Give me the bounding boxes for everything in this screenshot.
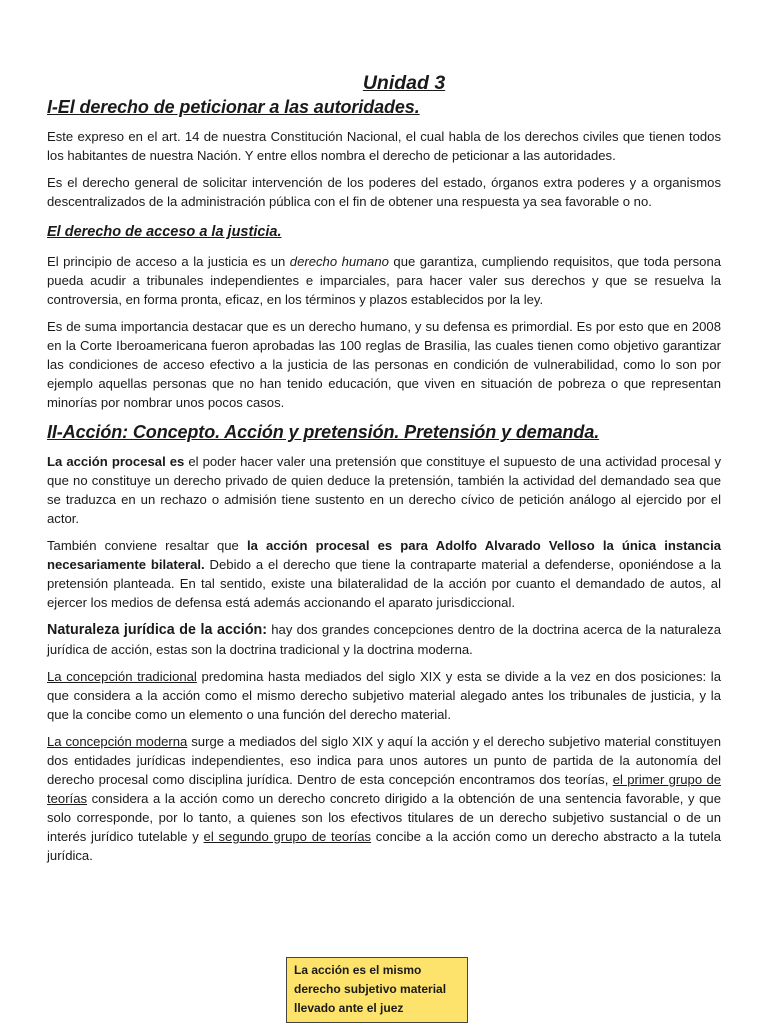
subsection-paragraph-2: Es de suma importancia destacar que es un derecho humano, y su defensa es primordial. Es por esto que en 2008 en la Corte Iberoamericana fueron aprobadas las 100 reglas de Brasilia, las cuales tienen como objetivo garantizar las condiciones de acceso efectivo a la justicia de las personas en condición de vulnerabilidad, como lo son por ejemplo aquellas personas que no han tenido educación, que viven en situación de pobreza o que representan minorías por nombrar unos pocos casos. [47,319,721,410]
section-1-heading: I-El derecho de peticionar a las autoridades. [47,97,420,117]
callout-note [286,957,468,1023]
bold-text: La acción procesal es [47,454,185,469]
section-2-heading: II-Acción: Concepto. Acción y pretensión. Pretensión y demanda. [47,422,600,442]
underlined-term: el segundo grupo de teorías [203,829,372,844]
section-1-paragraph-2: Es el derecho general de solicitar intervención de los poderes del estado, órganos extra poderes y a organismos descentralizados de la administración pública con el fin de obtener una respuesta ya sea favorable o no. [47,175,721,209]
subsection-paragraph-1 [47,252,721,309]
emphasis-text: derecho humano [289,254,389,269]
underlined-term: La concepción tradicional [47,669,197,684]
text-run: concibe a la acción como un derecho abstracto a la tutela jurídica. [47,829,721,863]
text-run: que garantiza, cumpliendo requisitos, que toda persona pueda acudir a tribunales independientes e imparciales, para hacer valer sus derechos y que se resuelva la controversia, en forma pronta, eficaz, en los términos y plazos establecidos por la ley. [47,254,722,307]
bold-text: Naturaleza jurídica de la acción: [47,622,268,638]
underlined-term: el primer grupo de teorías [47,772,722,806]
section-2-paragraph-5 [47,732,721,865]
page-title: Unidad 3 [362,72,446,94]
text-run: También conviene resaltar que [47,538,247,553]
text-run: predomina hasta mediados del siglo XIX y esta se divide a la vez en dos posiciones: la que considera a la acción como el mismo derecho subjetivo material alegado antes los tribunales de justicia, y la que la concibe como un elemento o una función del derecho material. [47,669,722,722]
bold-text: la acción procesal es para Adolfo Alvarado Velloso la única instancia necesariamente bilateral. [47,538,721,572]
text-run: surge a mediados del siglo XIX y aquí la acción y el derecho subjetivo material constituyen dos entidades jurídicas independientes, eso indica para unos autores un punto de partida de la autonomía del derecho procesal como disciplina jurídica. Dentro de esta concepción encontramos dos teorías, [47,734,721,787]
text-run: El principio de acceso a la justicia es un [47,254,290,269]
section-1-paragraph-1: Este expreso en el art. 14 de nuestra Constitución Nacional, el cual habla de los derechos civiles que tienen todos los habitantes de nuestra Nación. Y entre ellos nombra el derecho de peticionar a las autoridades. [47,129,721,163]
section-2-paragraph-1 [47,452,721,528]
callout-line: derecho subjetivo material [294,982,447,996]
section-2-paragraph-2 [47,536,721,612]
subsection-heading: El derecho de acceso a la justicia. [47,224,282,240]
section-2-paragraph-4 [47,667,721,724]
callout-line: llevado ante el juez [294,1001,404,1015]
text-run: considera a la acción como un derecho concreto dirigido a la obtención de una sentencia favorable, y que solo corresponde, por lo tanto, a quienes son los efectivos titulares de un derecho subjetivo sustancial o de un interés jurídico tutelable y [47,791,721,844]
document-body [47,72,721,873]
text-run: el poder hacer valer una pretensión que constituye el supuesto de una actividad procesal y que no constituye un derecho privado de quien deduce la pretensión, también la actividad del demandado sea que se traduzca en un rechazo o admisión tiene sustento en un derecho cívico de petición análogo al ejercido por el actor. [47,454,721,526]
section-2-paragraph-3 [47,620,721,659]
underlined-term: La concepción moderna [47,734,188,749]
text-run: Debido a el derecho que tiene la contraparte material a defenderse, oponiéndose a la pretensión planteada. En tal sentido, existe una bilateralidad de la acción por cuanto el demandado de autos, al ejercer los medios de defensa está además accionando el aparato jurisdiccional. [47,557,722,610]
callout-line: La acción es el mismo [294,963,422,977]
text-run: hay dos grandes concepciones dentro de la doctrina acerca de la naturaleza jurídica de acción, estas son la doctrina tradicional y la doctrina moderna. [47,622,721,657]
